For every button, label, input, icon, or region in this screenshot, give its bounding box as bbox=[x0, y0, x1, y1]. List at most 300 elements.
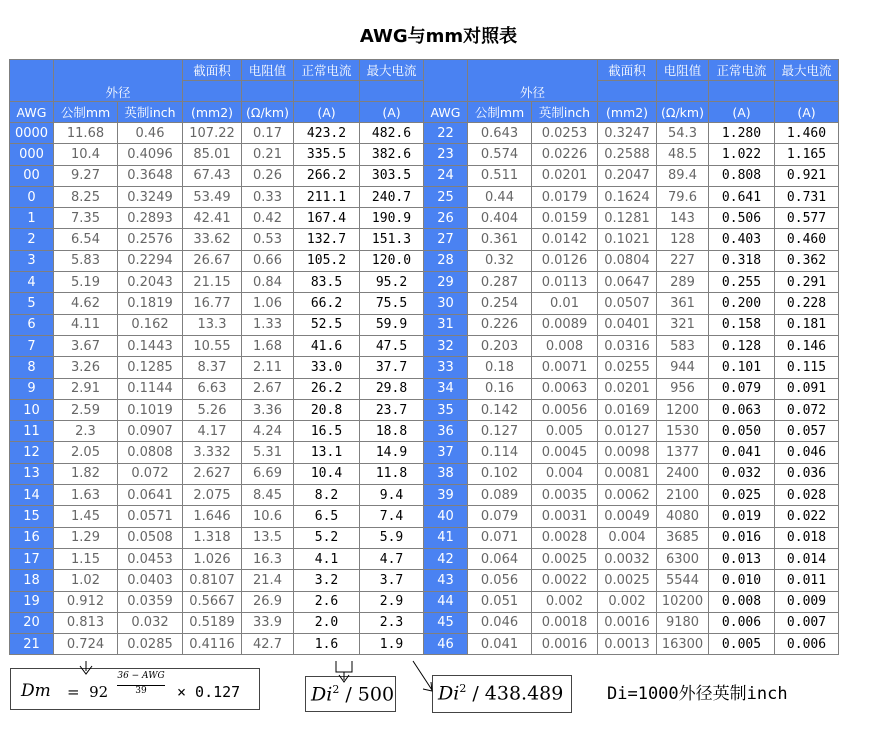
cell-metric-mm-right: 0.142 bbox=[468, 399, 532, 420]
cell-resistance-left: 26.9 bbox=[242, 591, 294, 612]
cell-max-current-right: 0.057 bbox=[775, 421, 839, 442]
cell-normal-current-left: 33.0 bbox=[294, 357, 360, 378]
cell-imperial-inch-left: 0.072 bbox=[118, 463, 183, 484]
cell-area-right: 0.0316 bbox=[598, 335, 657, 356]
cell-metric-mm-right: 0.071 bbox=[468, 527, 532, 548]
cell-awg-left: 2 bbox=[10, 229, 54, 250]
cell-resistance-left: 0.53 bbox=[242, 229, 294, 250]
header-resistance-unit-right: (Ω/km) bbox=[657, 102, 709, 123]
cell-normal-current-left: 167.4 bbox=[294, 208, 360, 229]
cell-area-left: 21.15 bbox=[183, 272, 242, 293]
cell-area-right: 0.0016 bbox=[598, 612, 657, 633]
header-area-left: 截面积 bbox=[183, 60, 242, 81]
cell-metric-mm-right: 0.226 bbox=[468, 314, 532, 335]
cell-metric-mm-right: 0.361 bbox=[468, 229, 532, 250]
cell-normal-current-right: 0.041 bbox=[709, 442, 775, 463]
cell-metric-mm-left: 1.45 bbox=[54, 506, 118, 527]
cell-max-current-right: 0.011 bbox=[775, 570, 839, 591]
cell-imperial-inch-left: 0.3648 bbox=[118, 165, 183, 186]
cell-max-current-left: 2.3 bbox=[360, 612, 424, 633]
cell-resistance-left: 0.17 bbox=[242, 123, 294, 144]
cell-area-right: 0.0081 bbox=[598, 463, 657, 484]
cell-resistance-left: 33.9 bbox=[242, 612, 294, 633]
cell-max-current-right: 0.291 bbox=[775, 272, 839, 293]
cell-normal-current-right: 0.255 bbox=[709, 272, 775, 293]
cell-metric-mm-right: 0.079 bbox=[468, 506, 532, 527]
cell-resistance-left: 1.68 bbox=[242, 335, 294, 356]
header-awg-left: AWG bbox=[10, 102, 54, 123]
cell-awg-right: 34 bbox=[424, 378, 468, 399]
cell-awg-left: 20 bbox=[10, 612, 54, 633]
cell-awg-right: 40 bbox=[424, 506, 468, 527]
cell-imperial-inch-right: 0.0113 bbox=[532, 272, 598, 293]
cell-normal-current-right: 0.128 bbox=[709, 335, 775, 356]
cell-metric-mm-left: 2.3 bbox=[54, 421, 118, 442]
cell-normal-current-left: 211.1 bbox=[294, 186, 360, 207]
cell-max-current-right: 0.007 bbox=[775, 612, 839, 633]
cell-normal-current-left: 423.2 bbox=[294, 123, 360, 144]
cell-area-left: 1.318 bbox=[183, 527, 242, 548]
cell-normal-current-right: 0.008 bbox=[709, 591, 775, 612]
cell-normal-current-right: 0.641 bbox=[709, 186, 775, 207]
cell-max-current-right: 0.460 bbox=[775, 229, 839, 250]
cell-imperial-inch-right: 0.0179 bbox=[532, 186, 598, 207]
cell-metric-mm-left: 10.4 bbox=[54, 144, 118, 165]
cell-awg-left: 9 bbox=[10, 378, 54, 399]
cell-awg-left: 000 bbox=[10, 144, 54, 165]
cell-imperial-inch-left: 0.0907 bbox=[118, 421, 183, 442]
cell-resistance-right: 128 bbox=[657, 229, 709, 250]
formula-dm-eq: = 92 bbox=[67, 683, 109, 701]
cell-normal-current-left: 26.2 bbox=[294, 378, 360, 399]
cell-metric-mm-left: 8.25 bbox=[54, 186, 118, 207]
cell-awg-left: 5 bbox=[10, 293, 54, 314]
cell-normal-current-right: 0.063 bbox=[709, 399, 775, 420]
cell-area-left: 67.43 bbox=[183, 165, 242, 186]
cell-resistance-left: 1.06 bbox=[242, 293, 294, 314]
cell-imperial-inch-left: 0.162 bbox=[118, 314, 183, 335]
cell-resistance-left: 5.31 bbox=[242, 442, 294, 463]
cell-metric-mm-left: 1.29 bbox=[54, 527, 118, 548]
cell-resistance-right: 89.4 bbox=[657, 165, 709, 186]
cell-area-left: 0.8107 bbox=[183, 570, 242, 591]
header-imperial-left: 英制inch bbox=[118, 102, 183, 123]
cell-metric-mm-right: 0.643 bbox=[468, 123, 532, 144]
cell-area-right: 0.1021 bbox=[598, 229, 657, 250]
header-area-right: 截面积 bbox=[598, 60, 657, 81]
cell-imperial-inch-left: 0.1019 bbox=[118, 399, 183, 420]
cell-imperial-inch-right: 0.0071 bbox=[532, 357, 598, 378]
cell-max-current-left: 14.9 bbox=[360, 442, 424, 463]
header-normal-current-right: 正常电流 bbox=[709, 60, 775, 81]
cell-normal-current-right: 0.050 bbox=[709, 421, 775, 442]
cell-normal-current-left: 16.5 bbox=[294, 421, 360, 442]
cell-area-right: 0.0647 bbox=[598, 272, 657, 293]
cell-normal-current-left: 41.6 bbox=[294, 335, 360, 356]
cell-imperial-inch-left: 0.0453 bbox=[118, 548, 183, 569]
formula-area-exp: 2 bbox=[332, 683, 340, 696]
cell-awg-right: 26 bbox=[424, 208, 468, 229]
cell-area-left: 2.075 bbox=[183, 485, 242, 506]
cell-max-current-right: 1.460 bbox=[775, 123, 839, 144]
cell-awg-right: 28 bbox=[424, 250, 468, 271]
cell-awg-left: 6 bbox=[10, 314, 54, 335]
cell-awg-right: 29 bbox=[424, 272, 468, 293]
cell-max-current-left: 23.7 bbox=[360, 399, 424, 420]
cell-imperial-inch-right: 0.0035 bbox=[532, 485, 598, 506]
cell-area-left: 13.3 bbox=[183, 314, 242, 335]
arrow-down-icon bbox=[339, 672, 349, 682]
cell-resistance-right: 10200 bbox=[657, 591, 709, 612]
cell-area-left: 1.026 bbox=[183, 548, 242, 569]
cell-resistance-left: 6.69 bbox=[242, 463, 294, 484]
cell-awg-right: 25 bbox=[424, 186, 468, 207]
cell-imperial-inch-right: 0.004 bbox=[532, 463, 598, 484]
cell-imperial-inch-right: 0.0159 bbox=[532, 208, 598, 229]
cell-resistance-right: 9180 bbox=[657, 612, 709, 633]
cell-awg-right: 35 bbox=[424, 399, 468, 420]
cell-max-current-right: 0.022 bbox=[775, 506, 839, 527]
cell-resistance-right: 1200 bbox=[657, 399, 709, 420]
cell-normal-current-right: 1.022 bbox=[709, 144, 775, 165]
cell-imperial-inch-right: 0.0016 bbox=[532, 634, 598, 655]
bracket-icon bbox=[336, 661, 352, 672]
cell-resistance-right: 54.3 bbox=[657, 123, 709, 144]
cell-area-right: 0.0049 bbox=[598, 506, 657, 527]
cell-imperial-inch-left: 0.1819 bbox=[118, 293, 183, 314]
cell-max-current-left: 120.0 bbox=[360, 250, 424, 271]
cell-area-left: 2.627 bbox=[183, 463, 242, 484]
cell-area-left: 85.01 bbox=[183, 144, 242, 165]
cell-imperial-inch-right: 0.0142 bbox=[532, 229, 598, 250]
cell-max-current-right: 0.046 bbox=[775, 442, 839, 463]
cell-metric-mm-right: 0.574 bbox=[468, 144, 532, 165]
cell-metric-mm-right: 0.114 bbox=[468, 442, 532, 463]
cell-resistance-right: 583 bbox=[657, 335, 709, 356]
cell-metric-mm-left: 5.19 bbox=[54, 272, 118, 293]
cell-resistance-right: 956 bbox=[657, 378, 709, 399]
cell-normal-current-left: 132.7 bbox=[294, 229, 360, 250]
cell-area-left: 8.37 bbox=[183, 357, 242, 378]
cell-area-right: 0.0255 bbox=[598, 357, 657, 378]
cell-normal-current-right: 0.013 bbox=[709, 548, 775, 569]
cell-area-right: 0.0025 bbox=[598, 570, 657, 591]
cell-normal-current-right: 0.006 bbox=[709, 612, 775, 633]
cell-max-current-right: 0.014 bbox=[775, 548, 839, 569]
cell-area-left: 0.5189 bbox=[183, 612, 242, 633]
cell-imperial-inch-left: 0.1285 bbox=[118, 357, 183, 378]
arrow-diagonal-icon bbox=[413, 661, 432, 691]
cell-imperial-inch-left: 0.1443 bbox=[118, 335, 183, 356]
cell-area-left: 53.49 bbox=[183, 186, 242, 207]
cell-awg-right: 45 bbox=[424, 612, 468, 633]
cell-area-left: 1.646 bbox=[183, 506, 242, 527]
header-area-unit-right: (mm2) bbox=[598, 102, 657, 123]
cell-awg-right: 44 bbox=[424, 591, 468, 612]
cell-max-current-right: 0.036 bbox=[775, 463, 839, 484]
cell-metric-mm-right: 0.089 bbox=[468, 485, 532, 506]
cell-resistance-right: 289 bbox=[657, 272, 709, 293]
cell-max-current-right: 0.228 bbox=[775, 293, 839, 314]
header-metric-right: 公制mm bbox=[468, 102, 532, 123]
cell-area-right: 0.0098 bbox=[598, 442, 657, 463]
cell-area-left: 107.22 bbox=[183, 123, 242, 144]
cell-metric-mm-right: 0.102 bbox=[468, 463, 532, 484]
cell-metric-mm-right: 0.511 bbox=[468, 165, 532, 186]
cell-max-current-right: 0.006 bbox=[775, 634, 839, 655]
cell-normal-current-left: 52.5 bbox=[294, 314, 360, 335]
cell-metric-mm-left: 1.63 bbox=[54, 485, 118, 506]
cell-resistance-right: 79.6 bbox=[657, 186, 709, 207]
cell-area-left: 0.5667 bbox=[183, 591, 242, 612]
cell-resistance-left: 4.24 bbox=[242, 421, 294, 442]
cell-normal-current-right: 0.025 bbox=[709, 485, 775, 506]
cell-resistance-right: 1530 bbox=[657, 421, 709, 442]
cell-resistance-left: 0.66 bbox=[242, 250, 294, 271]
cell-metric-mm-left: 6.54 bbox=[54, 229, 118, 250]
cell-max-current-right: 0.115 bbox=[775, 357, 839, 378]
cell-awg-left: 7 bbox=[10, 335, 54, 356]
cell-resistance-right: 944 bbox=[657, 357, 709, 378]
cell-resistance-right: 361 bbox=[657, 293, 709, 314]
cell-area-right: 0.0507 bbox=[598, 293, 657, 314]
cell-metric-mm-left: 3.67 bbox=[54, 335, 118, 356]
cell-area-right: 0.0401 bbox=[598, 314, 657, 335]
cell-metric-mm-right: 0.44 bbox=[468, 186, 532, 207]
cell-normal-current-left: 266.2 bbox=[294, 165, 360, 186]
cell-metric-mm-left: 0.724 bbox=[54, 634, 118, 655]
cell-max-current-left: 382.6 bbox=[360, 144, 424, 165]
header-metric-left: 公制mm bbox=[54, 102, 118, 123]
header-normal-unit-right: (A) bbox=[709, 102, 775, 123]
cell-area-left: 42.41 bbox=[183, 208, 242, 229]
cell-normal-current-left: 105.2 bbox=[294, 250, 360, 271]
cell-imperial-inch-right: 0.005 bbox=[532, 421, 598, 442]
cell-resistance-left: 16.3 bbox=[242, 548, 294, 569]
cell-normal-current-left: 20.8 bbox=[294, 399, 360, 420]
cell-awg-right: 37 bbox=[424, 442, 468, 463]
cell-area-left: 26.67 bbox=[183, 250, 242, 271]
cell-max-current-right: 0.731 bbox=[775, 186, 839, 207]
cell-normal-current-left: 66.2 bbox=[294, 293, 360, 314]
cell-resistance-right: 16300 bbox=[657, 634, 709, 655]
cell-max-current-right: 0.181 bbox=[775, 314, 839, 335]
cell-awg-right: 46 bbox=[424, 634, 468, 655]
cell-imperial-inch-left: 0.0508 bbox=[118, 527, 183, 548]
cell-normal-current-right: 0.019 bbox=[709, 506, 775, 527]
cell-metric-mm-left: 11.68 bbox=[54, 123, 118, 144]
header-max-unit-left: (A) bbox=[360, 102, 424, 123]
cell-max-current-right: 0.009 bbox=[775, 591, 839, 612]
cell-metric-mm-left: 1.02 bbox=[54, 570, 118, 591]
cell-awg-left: 0 bbox=[10, 186, 54, 207]
cell-imperial-inch-left: 0.3249 bbox=[118, 186, 183, 207]
cell-metric-mm-left: 9.27 bbox=[54, 165, 118, 186]
cell-awg-right: 38 bbox=[424, 463, 468, 484]
cell-normal-current-left: 5.2 bbox=[294, 527, 360, 548]
cell-area-right: 0.002 bbox=[598, 591, 657, 612]
cell-normal-current-left: 10.4 bbox=[294, 463, 360, 484]
cell-max-current-right: 0.091 bbox=[775, 378, 839, 399]
header-area-unit-left: (mm2) bbox=[183, 102, 242, 123]
cell-resistance-right: 227 bbox=[657, 250, 709, 271]
cell-max-current-left: 1.9 bbox=[360, 634, 424, 655]
cell-awg-right: 36 bbox=[424, 421, 468, 442]
cell-area-right: 0.0127 bbox=[598, 421, 657, 442]
cell-max-current-left: 3.7 bbox=[360, 570, 424, 591]
cell-max-current-right: 0.018 bbox=[775, 527, 839, 548]
cell-resistance-left: 0.42 bbox=[242, 208, 294, 229]
cell-normal-current-left: 4.1 bbox=[294, 548, 360, 569]
cell-metric-mm-right: 0.16 bbox=[468, 378, 532, 399]
cell-imperial-inch-right: 0.0018 bbox=[532, 612, 598, 633]
cell-awg-right: 27 bbox=[424, 229, 468, 250]
cell-awg-left: 17 bbox=[10, 548, 54, 569]
cell-resistance-left: 0.26 bbox=[242, 165, 294, 186]
cell-normal-current-left: 83.5 bbox=[294, 272, 360, 293]
cell-imperial-inch-left: 0.1144 bbox=[118, 378, 183, 399]
cell-max-current-left: 59.9 bbox=[360, 314, 424, 335]
cell-imperial-inch-left: 0.4096 bbox=[118, 144, 183, 165]
cell-imperial-inch-right: 0.0025 bbox=[532, 548, 598, 569]
cell-imperial-inch-right: 0.0201 bbox=[532, 165, 598, 186]
cell-normal-current-left: 2.6 bbox=[294, 591, 360, 612]
cell-imperial-inch-left: 0.0571 bbox=[118, 506, 183, 527]
cell-resistance-right: 3685 bbox=[657, 527, 709, 548]
cell-area-right: 0.004 bbox=[598, 527, 657, 548]
cell-metric-mm-right: 0.203 bbox=[468, 335, 532, 356]
cell-normal-current-right: 1.280 bbox=[709, 123, 775, 144]
cell-awg-left: 8 bbox=[10, 357, 54, 378]
cell-area-right: 0.0804 bbox=[598, 250, 657, 271]
formula-current-base: Di bbox=[438, 682, 460, 705]
cell-awg-right: 41 bbox=[424, 527, 468, 548]
cell-imperial-inch-right: 0.008 bbox=[532, 335, 598, 356]
cell-metric-mm-right: 0.32 bbox=[468, 250, 532, 271]
formula-area-tail: / 500 bbox=[339, 683, 395, 706]
cell-awg-right: 33 bbox=[424, 357, 468, 378]
cell-awg-left: 00 bbox=[10, 165, 54, 186]
cell-resistance-left: 2.67 bbox=[242, 378, 294, 399]
cell-normal-current-right: 0.506 bbox=[709, 208, 775, 229]
cell-imperial-inch-right: 0.002 bbox=[532, 591, 598, 612]
cell-resistance-left: 3.36 bbox=[242, 399, 294, 420]
cell-max-current-right: 0.072 bbox=[775, 399, 839, 420]
cell-awg-right: 23 bbox=[424, 144, 468, 165]
cell-area-right: 0.2588 bbox=[598, 144, 657, 165]
cell-imperial-inch-left: 0.0641 bbox=[118, 485, 183, 506]
cell-max-current-left: 37.7 bbox=[360, 357, 424, 378]
cell-resistance-right: 1377 bbox=[657, 442, 709, 463]
cell-normal-current-left: 1.6 bbox=[294, 634, 360, 655]
cell-awg-left: 0000 bbox=[10, 123, 54, 144]
cell-max-current-left: 5.9 bbox=[360, 527, 424, 548]
cell-resistance-left: 0.33 bbox=[242, 186, 294, 207]
formula-current-exp: 2 bbox=[459, 682, 467, 695]
cell-awg-right: 22 bbox=[424, 123, 468, 144]
cell-awg-right: 31 bbox=[424, 314, 468, 335]
cell-max-current-left: 47.5 bbox=[360, 335, 424, 356]
cell-metric-mm-left: 0.912 bbox=[54, 591, 118, 612]
cell-imperial-inch-left: 0.0808 bbox=[118, 442, 183, 463]
formula-dm-numerator: 36 − AWG bbox=[117, 671, 165, 681]
cell-max-current-right: 1.165 bbox=[775, 144, 839, 165]
cell-normal-current-right: 0.016 bbox=[709, 527, 775, 548]
header-resistance-right: 电阻值 bbox=[657, 60, 709, 81]
cell-max-current-left: 18.8 bbox=[360, 421, 424, 442]
cell-area-right: 0.1624 bbox=[598, 186, 657, 207]
cell-area-right: 0.0062 bbox=[598, 485, 657, 506]
formula-dm-denominator: 39 bbox=[135, 686, 147, 696]
cell-awg-left: 18 bbox=[10, 570, 54, 591]
cell-area-right: 0.1281 bbox=[598, 208, 657, 229]
cell-metric-mm-right: 0.127 bbox=[468, 421, 532, 442]
header-max-unit-right: (A) bbox=[775, 102, 839, 123]
cell-area-right: 0.0013 bbox=[598, 634, 657, 655]
cell-max-current-left: 151.3 bbox=[360, 229, 424, 250]
cell-resistance-left: 1.33 bbox=[242, 314, 294, 335]
cell-resistance-right: 321 bbox=[657, 314, 709, 335]
cell-imperial-inch-right: 0.0253 bbox=[532, 123, 598, 144]
cell-metric-mm-right: 0.064 bbox=[468, 548, 532, 569]
cell-max-current-left: 4.7 bbox=[360, 548, 424, 569]
cell-max-current-left: 95.2 bbox=[360, 272, 424, 293]
cell-area-left: 4.17 bbox=[183, 421, 242, 442]
cell-area-left: 6.63 bbox=[183, 378, 242, 399]
cell-max-current-left: 9.4 bbox=[360, 485, 424, 506]
cell-max-current-right: 0.028 bbox=[775, 485, 839, 506]
cell-normal-current-right: 0.079 bbox=[709, 378, 775, 399]
page-title: AWG与mm对照表 bbox=[359, 26, 518, 47]
cell-metric-mm-left: 2.05 bbox=[54, 442, 118, 463]
cell-max-current-left: 75.5 bbox=[360, 293, 424, 314]
cell-metric-mm-left: 4.62 bbox=[54, 293, 118, 314]
cell-metric-mm-left: 7.35 bbox=[54, 208, 118, 229]
cell-imperial-inch-right: 0.0226 bbox=[532, 144, 598, 165]
cell-area-right: 0.0169 bbox=[598, 399, 657, 420]
cell-imperial-inch-right: 0.0126 bbox=[532, 250, 598, 271]
cell-normal-current-right: 0.005 bbox=[709, 634, 775, 655]
cell-area-left: 3.332 bbox=[183, 442, 242, 463]
cell-normal-current-left: 13.1 bbox=[294, 442, 360, 463]
header-outer-diameter-right: 外径 bbox=[468, 60, 598, 102]
cell-awg-left: 12 bbox=[10, 442, 54, 463]
cell-imperial-inch-right: 0.0056 bbox=[532, 399, 598, 420]
arrow-down-icon bbox=[80, 661, 92, 674]
cell-normal-current-left: 335.5 bbox=[294, 144, 360, 165]
cell-max-current-right: 0.362 bbox=[775, 250, 839, 271]
cell-resistance-left: 13.5 bbox=[242, 527, 294, 548]
cell-max-current-left: 7.4 bbox=[360, 506, 424, 527]
cell-awg-left: 4 bbox=[10, 272, 54, 293]
cell-metric-mm-right: 0.056 bbox=[468, 570, 532, 591]
cell-area-left: 16.77 bbox=[183, 293, 242, 314]
cell-normal-current-right: 0.158 bbox=[709, 314, 775, 335]
header-normal-current-left: 正常电流 bbox=[294, 60, 360, 81]
header-max-current-left: 最大电流 bbox=[360, 60, 424, 81]
cell-metric-mm-left: 3.26 bbox=[54, 357, 118, 378]
cell-imperial-inch-right: 0.01 bbox=[532, 293, 598, 314]
cell-awg-left: 16 bbox=[10, 527, 54, 548]
formula-note: Di=1000外径英制inch bbox=[607, 684, 788, 704]
cell-area-right: 0.0201 bbox=[598, 378, 657, 399]
cell-awg-right: 43 bbox=[424, 570, 468, 591]
header-resistance-left: 电阻值 bbox=[242, 60, 294, 81]
cell-max-current-right: 0.921 bbox=[775, 165, 839, 186]
cell-resistance-left: 10.6 bbox=[242, 506, 294, 527]
cell-metric-mm-left: 1.15 bbox=[54, 548, 118, 569]
cell-normal-current-left: 3.2 bbox=[294, 570, 360, 591]
